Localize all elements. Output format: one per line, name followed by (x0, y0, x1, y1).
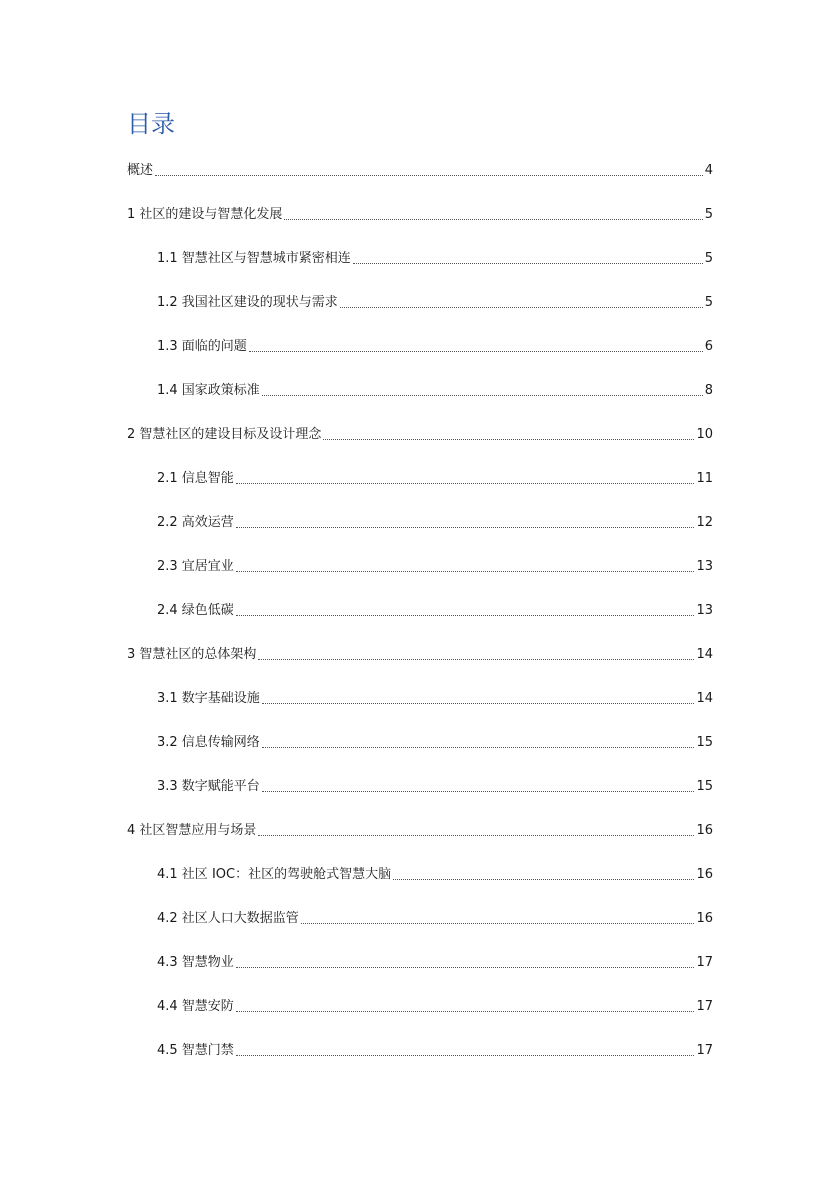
toc-dot-leader (236, 526, 695, 528)
toc-dot-leader (353, 262, 703, 264)
toc-entry-page-number: 15 (696, 735, 713, 750)
toc-entry-label: 1.2 我国社区建设的现状与需求 (157, 295, 338, 310)
toc-entry-page-number: 16 (696, 867, 713, 882)
toc-entry[interactable] (157, 948, 713, 972)
toc-entry-page-number: 5 (704, 207, 713, 222)
toc-entry-label: 2.1 信息智能 (157, 471, 234, 486)
toc-entry[interactable] (157, 288, 713, 312)
toc-dot-leader (323, 438, 694, 440)
toc-entry[interactable] (127, 816, 713, 840)
toc-entry-label: 3.1 数字基础设施 (157, 691, 260, 706)
toc-entry-label: 2.4 绿色低碳 (157, 603, 234, 618)
toc-dot-leader (262, 746, 695, 748)
toc-entry-page-number: 8 (704, 383, 713, 398)
toc-entry-label: 4 社区智慧应用与场景 (127, 823, 257, 838)
toc-dot-leader (236, 482, 695, 484)
toc-dot-leader (249, 350, 703, 352)
toc-entry[interactable] (157, 508, 713, 532)
toc-entry-label: 2.3 宜居宜业 (157, 559, 234, 574)
toc-dot-leader (301, 922, 695, 924)
toc-entry[interactable] (157, 684, 713, 708)
toc-entry-page-number: 16 (696, 823, 713, 838)
toc-dot-leader (236, 570, 695, 572)
toc-entry-page-number: 10 (696, 427, 713, 442)
toc-entry[interactable] (157, 464, 713, 488)
toc-dot-leader (262, 394, 703, 396)
toc-entry[interactable] (127, 640, 713, 664)
toc-entry-page-number: 4 (704, 163, 713, 178)
toc-entry[interactable] (157, 332, 713, 356)
toc-entry-label: 1.3 面临的问题 (157, 339, 247, 354)
toc-entry-page-number: 12 (696, 515, 713, 530)
toc-entry[interactable] (127, 200, 713, 224)
toc-dot-leader (236, 1054, 695, 1056)
toc-entry-page-number: 5 (704, 295, 713, 310)
toc-entry-page-number: 17 (696, 955, 713, 970)
toc-entry-label: 4.4 智慧安防 (157, 999, 234, 1014)
toc-entry[interactable] (157, 860, 713, 884)
toc-entry-label: 概述 (127, 163, 154, 178)
toc-entry-label: 4.3 智慧物业 (157, 955, 234, 970)
toc-entry[interactable] (157, 992, 713, 1016)
toc-dot-leader (236, 614, 695, 616)
toc-entry-label: 2 智慧社区的建设目标及设计理念 (127, 427, 322, 442)
toc-entry[interactable] (157, 904, 713, 928)
toc-entry-page-number: 13 (696, 603, 713, 618)
toc-entry-label: 1 社区的建设与智慧化发展 (127, 207, 283, 222)
toc-dot-leader (236, 1010, 695, 1012)
toc-entry[interactable] (157, 552, 713, 576)
toc-dot-leader (258, 834, 694, 836)
toc-entry-label: 2.2 高效运营 (157, 515, 234, 530)
toc-entry-label: 4.2 社区人口大数据监管 (157, 911, 299, 926)
toc-entry-page-number: 5 (704, 251, 713, 266)
toc-entry[interactable] (127, 156, 713, 180)
toc-entry-label: 3.3 数字赋能平台 (157, 779, 260, 794)
toc-dot-leader (262, 702, 695, 704)
toc-dot-leader (262, 790, 695, 792)
toc-entry[interactable] (157, 244, 713, 268)
toc-entry[interactable] (127, 420, 713, 444)
toc-entry-label: 1.4 国家政策标准 (157, 383, 260, 398)
toc-entry-label: 3.2 信息传输网络 (157, 735, 260, 750)
toc-entry-page-number: 11 (696, 471, 713, 486)
toc-entry-page-number: 14 (696, 647, 713, 662)
toc-entry-label: 3 智慧社区的总体架构 (127, 647, 257, 662)
toc-entry[interactable] (157, 728, 713, 752)
toc-title: 目录 (127, 110, 175, 138)
toc-entry[interactable] (157, 376, 713, 400)
toc-entry-page-number: 14 (696, 691, 713, 706)
toc-dot-leader (155, 174, 703, 176)
toc-dot-leader (258, 658, 694, 660)
toc-entry[interactable] (157, 596, 713, 620)
toc-entry-page-number: 6 (704, 339, 713, 354)
toc-entry-page-number: 16 (696, 911, 713, 926)
toc-entry[interactable] (157, 772, 713, 796)
toc-dot-leader (340, 306, 703, 308)
toc-entry-page-number: 17 (696, 1043, 713, 1058)
toc-entry-page-number: 13 (696, 559, 713, 574)
toc-dot-leader (236, 966, 695, 968)
toc-entry[interactable] (157, 1036, 713, 1060)
toc-entry-label: 4.5 智慧门禁 (157, 1043, 234, 1058)
toc-entry-label: 1.1 智慧社区与智慧城市紧密相连 (157, 251, 351, 266)
toc-dot-leader (393, 878, 694, 880)
toc-entry-page-number: 17 (696, 999, 713, 1014)
toc-dot-leader (284, 218, 702, 220)
toc-entry-label: 4.1 社区 IOC：社区的驾驶舱式智慧大脑 (157, 867, 392, 882)
toc-entry-page-number: 15 (696, 779, 713, 794)
